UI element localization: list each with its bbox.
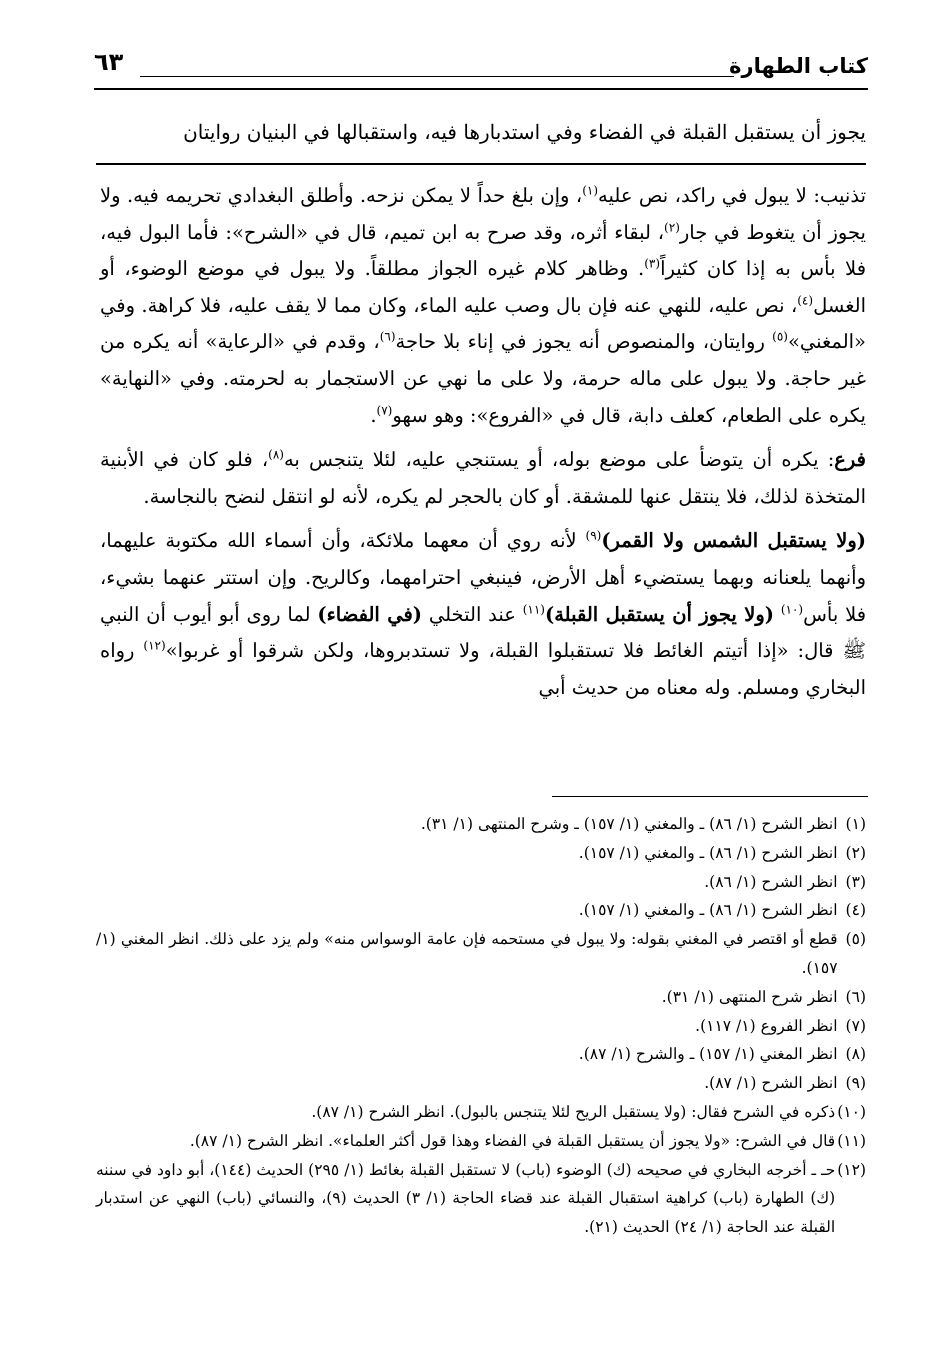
text-run: ، نص عليه، للنهي عنه فإن بال وصب عليه الماء، وكان مما لا يقف عليه، فلا كراهة. وفي «المغني» — [100, 293, 866, 354]
footnote — [96, 810, 866, 839]
footnote-marker: (١٠) — [780, 602, 804, 617]
footnote-number: (٢) — [845, 843, 866, 862]
footnote-marker: (٦) — [379, 329, 396, 344]
footnote-text: انظر الشرح (١/ ٨٦) ـ والمغني (١/ ١٥٧). — [578, 843, 838, 862]
footnote-number: (٥) — [845, 930, 866, 949]
running-topic-line: يجوز أن يستقبل القبلة في الفضاء وفي استدبارها فيه، واستقبالها في البنيان روايتان — [183, 120, 866, 144]
footnote — [96, 868, 866, 897]
footnote-text: حـ ـ أخرجه البخاري في صحيحه (ك) الوضوء (باب) لا تستقبل القبلة بغائط (١/ ٢٩٥) الحديث (١٤٤)، أبو داود في سننه (ك) الطهارة (باب) كراهية استقبال القبلة عند قضاء الحاجة (١/ ٣) الحديث (٩)، والنسائي (باب) النهي عن استدبار القبلة عند الحاجة (١/ ٢٤) الحديث (٢١). — [96, 1160, 836, 1237]
page-number: ٦٣ — [94, 48, 124, 76]
footnotes — [96, 810, 866, 1242]
footnote — [96, 925, 866, 983]
footnote — [96, 1098, 866, 1127]
text-run: . وظاهر كلام غيره الجواز مطلقاً. ولا يبول في موضع الوضوء، أو الغسل — [100, 257, 866, 317]
footnote-marker: (٣) — [644, 256, 661, 271]
footnote-text: انظر الشرح (١/ ٨٧). — [704, 1074, 838, 1093]
header-rule — [140, 76, 734, 77]
footnote-marker: (٥) — [772, 329, 788, 344]
chapter-title: كتاب الطهارة — [729, 54, 868, 78]
footnote-text: انظر المغني (١/ ١٥٧) ـ والشرح (١/ ٨٧). — [578, 1045, 838, 1064]
footnote-text: انظر الشرح (١/ ٨٦) ـ والمغني (١/ ١٥٧). — [578, 901, 838, 920]
footnote-text: انظر الشرح (١/ ٨٦) ـ والمغني (١/ ١٥٧) ـ وشرح المنتهى (١/ ٣١). — [420, 815, 838, 833]
footnote-marker: (٩) — [585, 528, 602, 543]
bold-text-run: فرع — [834, 448, 866, 472]
footnote — [96, 1127, 866, 1156]
footnote — [96, 1069, 866, 1098]
footnote-number: (٧) — [845, 1016, 866, 1035]
page-header — [94, 48, 868, 88]
text-run: لما روى أبو أيوب أن النبي ﷺ قال: «إذا أتيتم الغائط فلا تستقبلوا القبلة، ولا تستدبروها، ولكن شرقوا أو غربوا» — [100, 602, 866, 663]
text-run: ، وإن بلغ حداً لا يمكن نزحه. وأطلق البغدادي تحريمه فيه. ولا يجوز أن يتغوط في جار — [100, 184, 866, 244]
text-run: ، فلو كان في الأبنية المتخذة لذلك، فلا ينتقل عنها للمشقة. أو كان بالحجر لم يكره، لأنه لو انتقل لنضح بالنجاسة. — [100, 448, 866, 508]
footnote-marker: (٢) — [664, 220, 680, 235]
topic-divider — [96, 163, 866, 165]
text-run: لأنه روي أن معهما ملائكة، وأن أسماء الله مكتوبة عليهما، وأنهما يلعنانه وبهما يستضيء أهل الأرض، فينبغي احترامهما، وكالريح. وإن استتر عنهما بشيء، فلا بأس — [100, 529, 867, 626]
footnote-marker: (٧) — [376, 403, 393, 418]
footnote — [96, 1156, 866, 1242]
text-run: روايتان، والمنصوص أنه يجوز في إناء بلا حاجة — [395, 330, 773, 354]
text-run: عند التخلي — [422, 602, 523, 626]
footnote-number: (١٠) — [837, 1102, 866, 1121]
footnote-marker: (٤) — [797, 293, 814, 308]
paragraph-qibla — [100, 523, 866, 706]
text-run: ، لبقاء أثره، وقد صرح به ابن تميم، قال في «الشرح»: فأما البول فيه، فلا بأس به إذا كان كثيراً — [100, 220, 867, 281]
footnote-marker: (١٢) — [143, 638, 166, 653]
text-run: : يكره أن يتوضأ على موضع بوله، أو يستنجي عليه، لئلا يتنجس به — [283, 448, 835, 472]
bold-text-run: (في الفضاء) — [317, 602, 423, 626]
footnote-text: انظر الشرح (١/ ٨٦). — [704, 872, 838, 891]
bold-text-run: (ولا يستقبل الشمس ولا القمر) — [601, 529, 866, 553]
footnote-text: انظر شرح المنتهى (١/ ٣١). — [661, 987, 838, 1006]
footnote — [96, 839, 866, 868]
paragraph-tadhnib — [100, 178, 866, 434]
footnote-number: (١٢) — [837, 1160, 866, 1179]
header-baseline — [94, 88, 868, 90]
footnote — [96, 1040, 866, 1069]
footnote-number: (١١) — [837, 1131, 866, 1150]
footnote-divider — [552, 796, 868, 797]
footnote-number: (٣) — [845, 872, 866, 891]
text-run: . — [370, 403, 377, 427]
footnote-number: (٩) — [845, 1074, 866, 1093]
text-run: رواه البخاري ومسلم. وله معناه من حديث أبي — [100, 639, 866, 699]
footnote-marker: (١١) — [522, 602, 545, 617]
bold-text-run: (ولا يجوز أن يستقبل القبلة) — [544, 602, 775, 626]
footnote-text: ذكره في الشرح فقال: (ولا يستقبل الريح لئلا يتنجس بالبول). انظر الشرح (١/ ٨٧). — [311, 1102, 836, 1121]
footnote-text: انظر الفروع (١/ ١١٧). — [695, 1016, 838, 1035]
text-run: تذنيب: لا يبول في راكد، نص عليه — [598, 184, 867, 207]
footnote-marker: (٨) — [268, 447, 284, 462]
footnote-text: قطع أو اقتصر في المغني بقوله: ولا يبول في مستحمه فإن عامة الوسواس منه» ولم يزد على ذلك. انظر المغني (١/ ١٥٧). — [96, 930, 838, 977]
footnote — [96, 983, 866, 1012]
footnote-number: (٤) — [845, 901, 866, 920]
footnote — [96, 896, 866, 925]
footnote-number: (٨) — [845, 1045, 866, 1064]
footnote — [96, 1012, 866, 1041]
paragraph-far — [100, 442, 866, 515]
footnote-marker: (١) — [582, 183, 599, 198]
footnote-text: قال في الشرح: «ولا يجوز أن يستقبل القبلة في الفضاء وهذا قول أكثر العلماء». انظر الشرح (١/ ٨٧). — [189, 1131, 836, 1150]
text-run — [774, 603, 781, 626]
footnote-number: (٦) — [845, 987, 866, 1006]
main-text — [100, 178, 866, 714]
text-run: ، وقدم في «الرعاية» أنه يكره من غير حاجة. ولا يبول على ماله حرمة، ولا على ما نهي عن الاستجمار به لحرمته. وفي «النهاية» يكره على الطعام، كعلف دابة، قال في «الفروع»: وهو سهو — [100, 330, 866, 427]
footnote-number: (١) — [845, 815, 866, 833]
